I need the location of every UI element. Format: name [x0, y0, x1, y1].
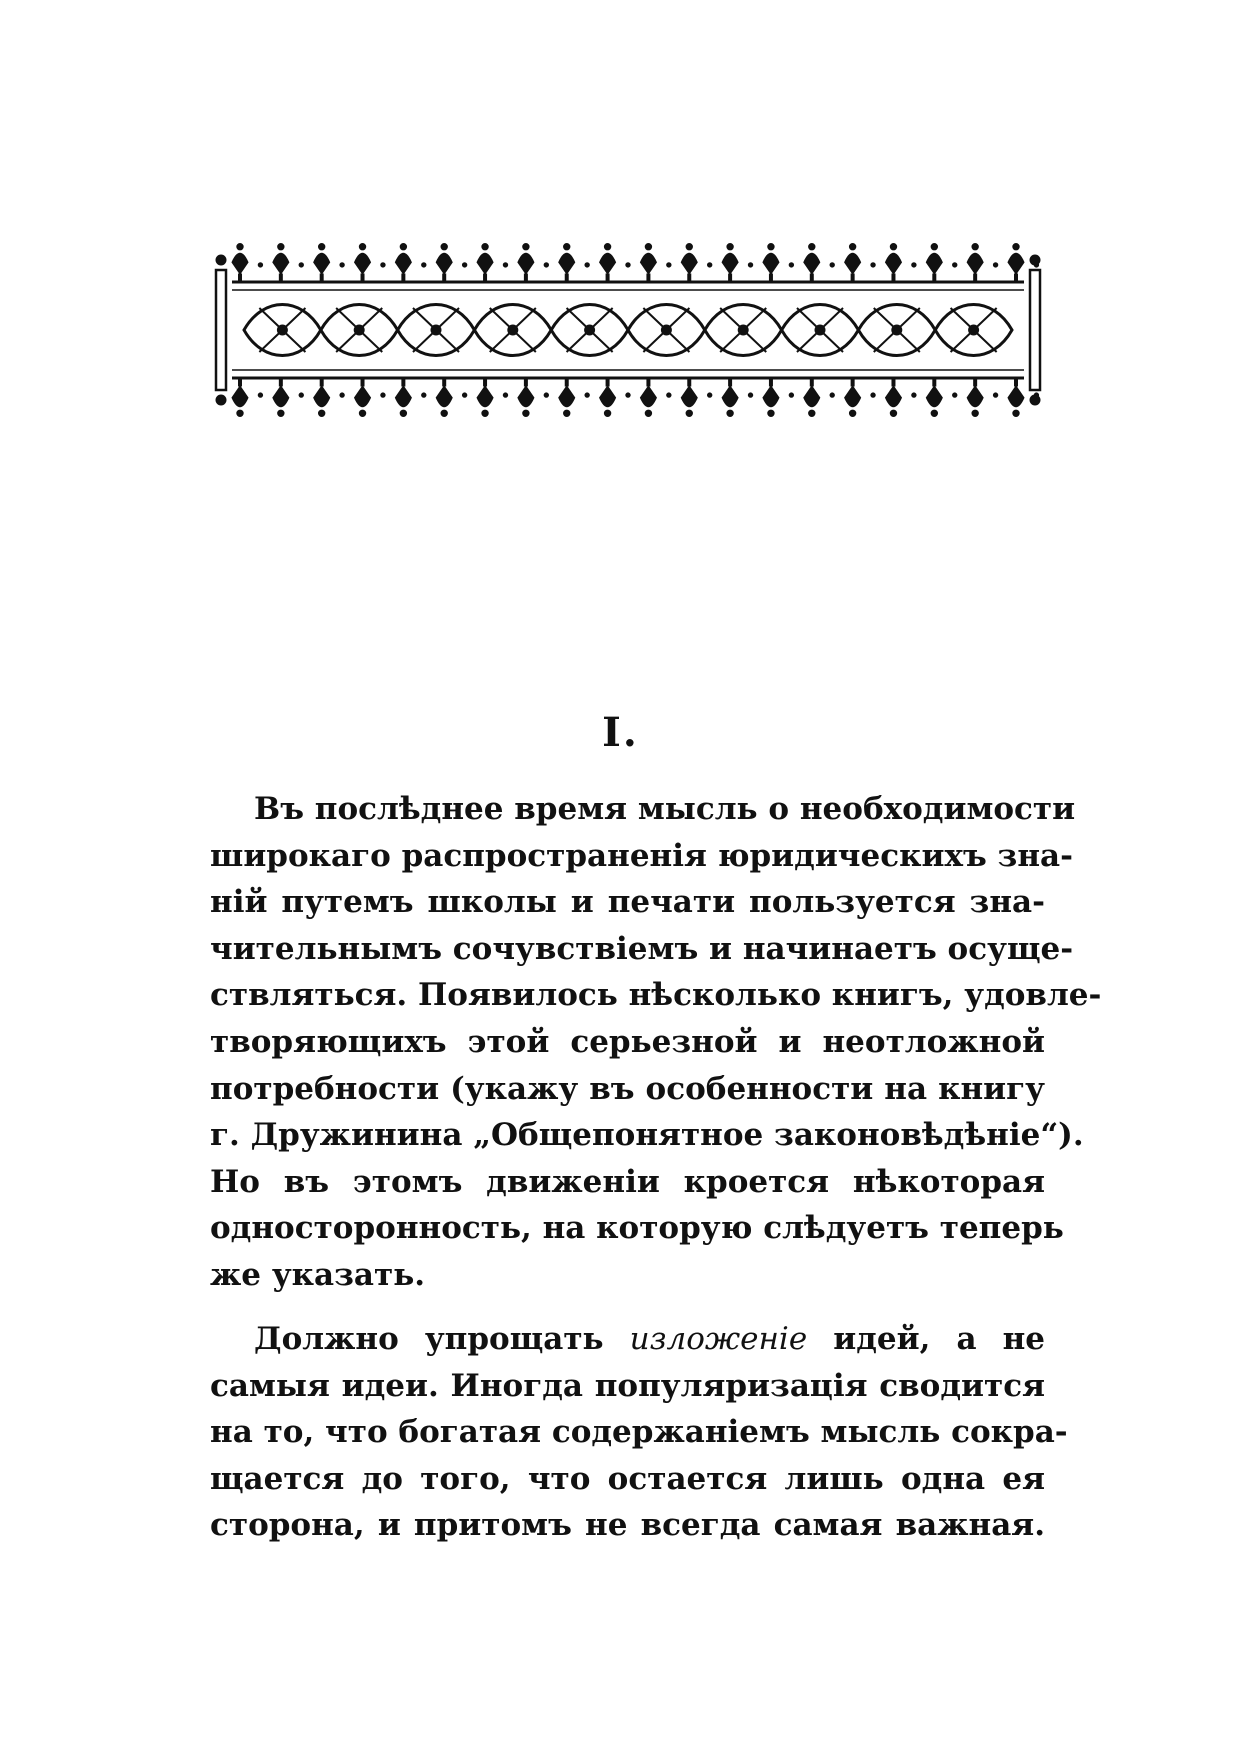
fleuron [477, 244, 493, 283]
ornament-dot [503, 263, 507, 267]
ornament-dot [503, 393, 507, 397]
text-line: односторонность, на которую слѣдуетъ теперь [210, 1210, 1064, 1247]
ornament-dot [299, 393, 303, 397]
ornament-dot [381, 393, 385, 397]
ornament-dot [340, 263, 344, 267]
text-line: ній путемъ школы и печати пользуется зна- [210, 884, 1045, 921]
ornament-dot [667, 263, 671, 267]
interlace-knot [816, 326, 824, 334]
fleuron [273, 378, 289, 417]
fleuron [681, 378, 697, 417]
ornament-dot [422, 263, 426, 267]
fleuron [640, 244, 656, 283]
ornament-dot [830, 393, 834, 397]
fleuron [1008, 244, 1024, 283]
ornament-dot [626, 393, 630, 397]
text-line: щается до того, что остается лишь одна ея [210, 1460, 1045, 1497]
fleuron [804, 378, 820, 417]
fleuron [314, 244, 330, 283]
left-post [216, 255, 226, 405]
ornament-dot [626, 263, 630, 267]
ornament-dot [707, 263, 711, 267]
fleuron [518, 244, 534, 283]
text-line: же указать. [210, 1256, 426, 1293]
ornament-dot [544, 393, 548, 397]
fleuron [967, 244, 983, 283]
fleuron [477, 378, 493, 417]
ornament-dot [912, 263, 916, 267]
ornament-dot [585, 263, 589, 267]
text-line-with-emphasis [210, 1316, 1045, 1363]
fleuron [804, 244, 820, 283]
fleuron [600, 378, 616, 417]
fleuron [763, 378, 779, 417]
interlace-knot [432, 326, 440, 334]
text-line: потребности (укажу въ особенности на книгу [210, 1070, 1045, 1107]
right-post [1030, 255, 1040, 405]
ornament-dot [748, 393, 752, 397]
ornament-dot [748, 263, 752, 267]
fleuron [232, 244, 248, 283]
ornament-dot [707, 393, 711, 397]
interlace-band [244, 305, 1012, 356]
ornament-dot [871, 393, 875, 397]
text-fragment: идей, а не [833, 1321, 1046, 1357]
interlace-knot [586, 326, 594, 334]
fleuron [232, 378, 248, 417]
fleuron [722, 378, 738, 417]
ornament-dot [422, 393, 426, 397]
fleuron [395, 378, 411, 417]
ornament-dot [830, 263, 834, 267]
emphasized-word: изложеніе [629, 1321, 808, 1357]
fleuron [681, 244, 697, 283]
fleuron [600, 244, 616, 283]
fleuron [1008, 378, 1024, 417]
fleuron [355, 244, 371, 283]
fleuron [722, 244, 738, 283]
ornament-dot [462, 263, 466, 267]
fleuron [845, 244, 861, 283]
bottom-fleuron-row [232, 378, 1039, 417]
interlace-knot [355, 326, 363, 334]
text-line: ствляться. Появилось нѣсколько книгъ, удовле- [210, 977, 1102, 1014]
ornament-dot [993, 263, 997, 267]
ornament-dot [340, 393, 344, 397]
ornament-dot [462, 393, 466, 397]
fleuron [640, 378, 656, 417]
interlace-knot [970, 326, 978, 334]
ornament-dot [381, 263, 385, 267]
ornament-dot [871, 263, 875, 267]
interlace-knot [278, 326, 286, 334]
decorative-ornament-border [212, 230, 1044, 430]
fleuron [273, 244, 289, 283]
ornament-dot [993, 393, 997, 397]
ornament-dot [953, 393, 957, 397]
fleuron [845, 378, 861, 417]
text-line: самыя идеи. Иногда популяризація сводится [210, 1367, 1045, 1404]
text-line: широкаго распространенія юридическихъ зна- [210, 837, 1073, 874]
fleuron [559, 244, 575, 283]
ornament-dot [585, 393, 589, 397]
ornament-dot [953, 263, 957, 267]
interlace-knot [509, 326, 517, 334]
ornament-dot [299, 263, 303, 267]
paragraph-2 [210, 1316, 1068, 1549]
top-fleuron-row [232, 244, 1039, 283]
fleuron [926, 244, 942, 283]
fleuron [395, 244, 411, 283]
fleuron [518, 378, 534, 417]
ornament-dot [789, 263, 793, 267]
text-line: Но въ этомъ движеніи кроется нѣкоторая [210, 1163, 1045, 1200]
fleuron [967, 378, 983, 417]
ornament-dot [789, 393, 793, 397]
interlace-knot [739, 326, 747, 334]
interlace-knot [662, 326, 670, 334]
text-line: сторона, и притомъ не всегда самая важная. [210, 1507, 1045, 1544]
text-line: на то, что богатая содержаніемъ мысль сокра- [210, 1414, 1068, 1451]
fleuron [436, 378, 452, 417]
fleuron [436, 244, 452, 283]
text-line: чительнымъ сочувствіемъ и начинаетъ осуще- [210, 930, 1074, 967]
ornament-dot [258, 263, 262, 267]
ornament-dot [912, 393, 916, 397]
ornament-dot [667, 393, 671, 397]
interlace-knot [893, 326, 901, 334]
text-fragment: Должно упрощать [254, 1321, 604, 1357]
fleuron [355, 378, 371, 417]
ornament-dot [544, 263, 548, 267]
fleuron [314, 378, 330, 417]
paragraph-1 [210, 786, 1102, 1299]
text-line: творяющихъ этой серьезной и неотложной [210, 1023, 1045, 1060]
fleuron [885, 244, 901, 283]
ornament-dot [258, 393, 262, 397]
fleuron [885, 378, 901, 417]
fleuron [559, 378, 575, 417]
fleuron [763, 244, 779, 283]
text-line: Въ послѣднее время мысль о необходимости [254, 791, 1076, 827]
text-line: г. Дружинина „Общепонятное законовѣдѣніе“). [210, 1117, 1084, 1154]
chapter-number: I. [602, 709, 639, 756]
fleuron [926, 378, 942, 417]
